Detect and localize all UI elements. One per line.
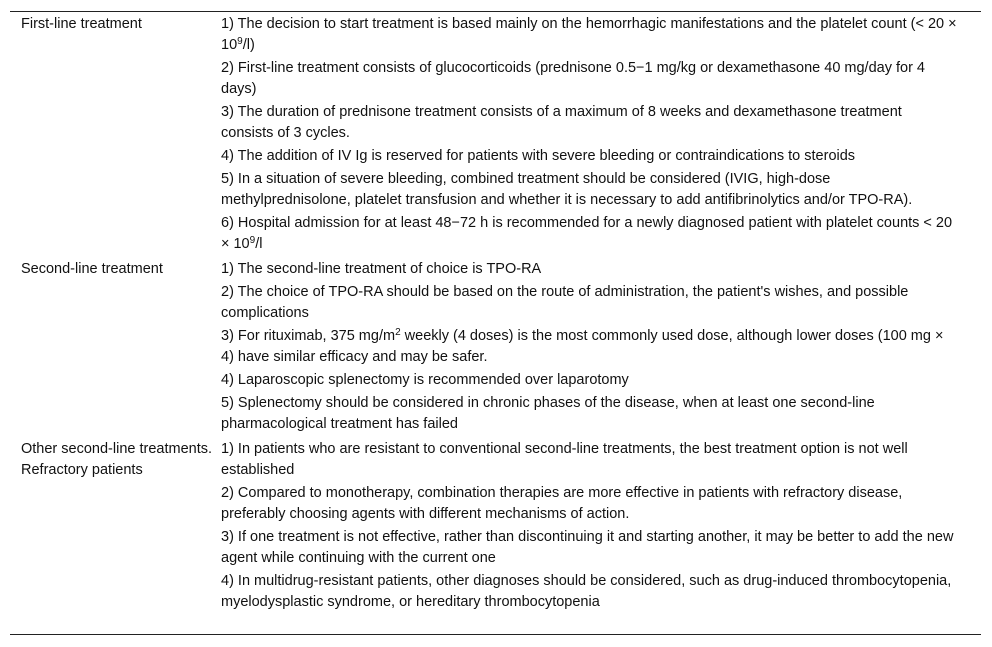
recommendation-text-tail: /l	[255, 236, 263, 252]
recommendation-text: 4) In multidrug-resistant patients, other diagnoses should be considered, such as drug-induced thrombocytopenia, myelodysplastic syndrome, or hereditary thrombocytopenia	[221, 573, 952, 610]
recommendation-item	[221, 439, 957, 481]
recommendation-text: 2) First-line treatment consists of glucocorticoids (prednisone 0.5−1 mg/kg or dexamethasone 40 mg/day for 4 days)	[221, 60, 926, 97]
recommendation-text: 6) Hospital admission for at least 48−72 h is recommended for a newly diagnosed patient with platelet counts < 20 × 10	[221, 215, 953, 252]
category-cell: Other second-line treatments. Refractory patients	[21, 441, 213, 478]
category-cell: First-line treatment	[21, 16, 142, 32]
recommendations-cell	[221, 12, 981, 257]
recommendation-text: 3) For rituximab, 375 mg/m	[221, 328, 396, 344]
recommendation-item	[221, 393, 957, 435]
recommendation-text: 4) The addition of IV Ig is reserved for patients with severe bleeding or contraindications to steroids	[221, 148, 856, 164]
recommendation-text-tail: /l)	[242, 37, 255, 53]
superscript: 9	[249, 235, 256, 246]
recommendation-item	[221, 571, 957, 613]
recommendation-text: 1) In patients who are resistant to conventional second-line treatments, the best treatment option is not well established	[221, 441, 908, 478]
recommendation-item	[221, 58, 957, 100]
recommendation-item	[221, 326, 957, 368]
recommendation-item	[221, 14, 957, 56]
table-body	[10, 12, 981, 615]
recommendation-text: 2) The choice of TPO-RA should be based on the route of administration, the patient's wishes, and possible complications	[221, 284, 909, 321]
superscript: 2	[395, 327, 401, 338]
recommendations-cell	[221, 437, 981, 615]
table-row	[10, 437, 981, 615]
recommendation-text: 1) The decision to start treatment is based mainly on the hemorrhagic manifestations and the platelet count (< 20 × 10	[221, 16, 957, 53]
recommendation-text: 4) Laparoscopic splenectomy is recommended over laparotomy	[221, 372, 629, 388]
recommendation-text: 3) If one treatment is not effective, rather than discontinuing it and starting another, it may be better to add the new agent while continuing with the current one	[221, 529, 954, 566]
recommendation-text: 1) The second-line treatment of choice is TPO-RA	[221, 261, 542, 277]
recommendation-item	[221, 527, 957, 569]
recommendation-text: 5) In a situation of severe bleeding, combined treatment should be considered (IVIG, high-dose methylprednisolone, platelet transfusion and whether it is necessary to add antifibrinolytics and/or TPO-RA).	[221, 171, 913, 208]
table-row	[10, 257, 981, 437]
treatment-table	[10, 11, 981, 635]
recommendation-item	[221, 259, 957, 280]
recommendation-text: 5) Splenectomy should be considered in chronic phases of the disease, when at least one second-line pharmacological treatment has failed	[221, 395, 875, 432]
recommendation-text: 2) Compared to monotherapy, combination therapies are more effective in patients with refractory disease, preferably choosing agents with different mechanisms of action.	[221, 485, 903, 522]
recommendation-item	[221, 102, 957, 144]
recommendation-text-tail: weekly (4 doses) is the most commonly used dose, although lower doses (100 mg × 4) have similar efficacy and may be safer.	[221, 328, 944, 365]
recommendation-item	[221, 370, 957, 391]
treatment-table-grid	[10, 12, 981, 615]
recommendations-cell	[221, 257, 981, 437]
category-cell: Second-line treatment	[21, 261, 163, 277]
recommendation-item	[221, 169, 957, 211]
recommendation-item	[221, 213, 957, 255]
superscript: 9	[237, 36, 243, 47]
recommendation-item	[221, 146, 957, 167]
recommendation-item	[221, 483, 957, 525]
recommendation-item	[221, 282, 957, 324]
recommendation-text: 3) The duration of prednisone treatment consists of a maximum of 8 weeks and dexamethasone treatment consists of 3 cycles.	[221, 104, 902, 141]
table-row	[10, 12, 981, 257]
